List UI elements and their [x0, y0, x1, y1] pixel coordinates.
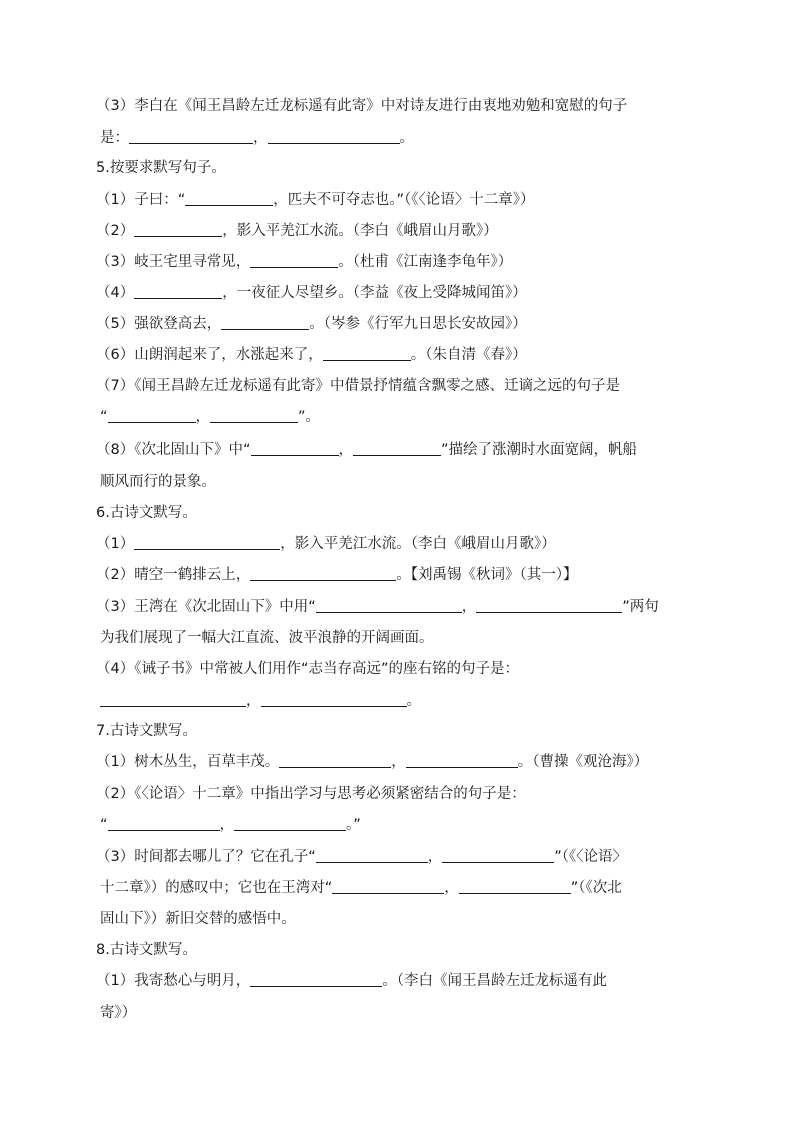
section-6-heading: 6.古诗文默写。 [96, 505, 197, 521]
s6-item-3-line2: 为我们展现了一幅大江直流、波平浪静的开阔画面。 [100, 630, 434, 646]
answer-blank[interactable] [221, 315, 309, 330]
answer-blank[interactable] [129, 129, 253, 144]
answer-blank[interactable] [476, 598, 622, 613]
s5-item-1: （1）子曰：“ ，匹夫不可夺志也。”（《〈论语〉十二章》） [96, 192, 535, 208]
answer-blank[interactable] [459, 879, 571, 894]
s8-item-1-line1: （1）我寄愁心与明月， 。（李白《闻王昌龄左迁龙标遥有此 [96, 973, 607, 989]
section-7-heading: 7.古诗文默写。 [96, 723, 197, 739]
s7-item-2-line2: “ ， 。” [100, 817, 361, 833]
s7-item-2-line1: （2）《〈论语〉十二章》中指出学习与思考必须紧密结合的句子是： [96, 786, 526, 802]
answer-blank[interactable] [261, 692, 407, 707]
answer-blank[interactable] [108, 408, 196, 423]
answer-blank[interactable] [134, 222, 222, 237]
s7-item-3-line1: （3）时间都去哪儿了？它在孔子“ ， ”（《〈论语〉 [96, 849, 628, 865]
answer-blank[interactable] [323, 346, 411, 361]
answer-blank[interactable] [234, 816, 346, 831]
answer-blank[interactable] [250, 972, 382, 987]
s7-item-1: （1）树木丛生，百草丰茂。 ， 。（曹操《观沧海》） [96, 754, 649, 770]
s5-item-8-line2: 顺风而行的景象。 [100, 474, 216, 490]
s5-item-8-line1: （8）《次北固山下》中“ ， ”描绘了涨潮时水面宽阔，帆船 [96, 442, 638, 458]
answer-blank[interactable] [442, 848, 554, 863]
s6-item-3-line1: （3）王湾在《次北固山下》中用“ ， ”两句 [96, 599, 659, 615]
answer-blank[interactable] [251, 441, 339, 456]
answer-blank[interactable] [353, 441, 441, 456]
section-8-heading: 8.古诗文默写。 [96, 942, 197, 958]
s5-item-4: （4） ，一夜征人尽望乡。（李益《夜上受降城闻笛》） [96, 285, 527, 301]
q3-prompt-line1: （3）李白在《闻王昌龄左迁龙标遥有此寄》中对诗友进行由衷地劝勉和宽慰的句子 [96, 98, 628, 114]
s6-item-4-line1: （4）《诫子书》中常被人们用作“志当存高远”的座右铭的句子是： [96, 661, 519, 677]
answer-blank[interactable] [210, 408, 298, 423]
q3-prompt-line2: 是： ， 。 [100, 130, 414, 146]
s8-item-1-line2: 寄》） [100, 1005, 137, 1021]
answer-blank[interactable] [316, 598, 462, 613]
answer-blank[interactable] [134, 284, 222, 299]
s5-item-2: （2） ，影入平羌江水流。（李白《峨眉山月歌》） [96, 223, 498, 239]
answer-blank[interactable] [250, 566, 396, 581]
answer-blank[interactable] [406, 753, 518, 768]
answer-blank[interactable] [316, 848, 428, 863]
answer-blank[interactable] [279, 753, 391, 768]
s5-item-6: （6）山朗润起来了，水涨起来了， 。（朱自清《春》） [96, 347, 527, 363]
s5-item-7-line2: “ ， ”。 [100, 409, 321, 425]
answer-blank[interactable] [250, 253, 338, 268]
answer-blank[interactable] [185, 191, 273, 206]
s5-item-7-line1: （7）《闻王昌龄左迁龙标遥有此寄》中借景抒情蕴含飘零之感、迁谪之远的句子是 [96, 378, 620, 394]
section-5-heading: 5.按要求默写句子。 [96, 160, 226, 176]
s7-item-3-line3: 固山下》）新旧交替的感悟中。 [100, 911, 296, 927]
answer-blank[interactable] [268, 129, 400, 144]
s5-item-5: （5）强欲登高去， 。（岑参《行军九日思长安故园》） [96, 316, 527, 332]
s7-item-3-line2: 十二章》）的感叹中；它也在王湾对“ ， ”（《次北 [100, 880, 622, 896]
answer-blank[interactable] [100, 692, 246, 707]
answer-blank[interactable] [332, 879, 444, 894]
answer-blank[interactable] [134, 535, 280, 550]
s6-item-1: （1） ，影入平羌江水流。（李白《峨眉山月歌》） [96, 536, 556, 552]
answer-blank[interactable] [108, 816, 220, 831]
s6-item-4-line2: ， 。 [100, 691, 421, 711]
s5-item-3: （3）岐王宅里寻常见， 。（杜甫《江南逢李龟年》） [96, 254, 513, 270]
s6-item-2: （2）晴空一鹤排云上， 。【刘禹锡《秋词》（其一）】 [96, 567, 578, 583]
